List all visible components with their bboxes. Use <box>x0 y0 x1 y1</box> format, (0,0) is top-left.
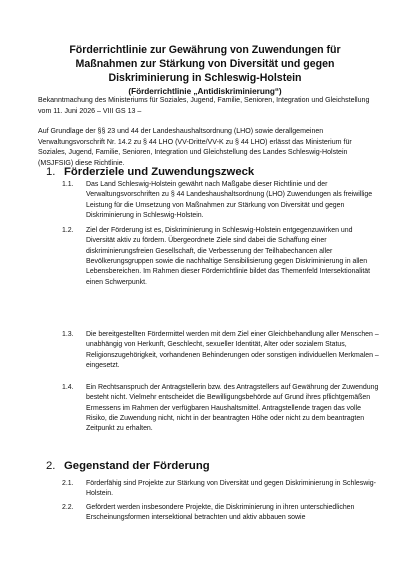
title-line-3: Diskriminierung in Schleswig-Holstein <box>108 72 302 85</box>
paragraph-2-1 <box>62 479 382 500</box>
section-heading-1 <box>46 165 366 179</box>
paragraph-number: 1.1. <box>62 181 74 188</box>
title-line-1: Förderrichtlinie zur Gewährung von Zuwendungen für <box>69 44 341 56</box>
announcement-text: Bekanntmachung des Ministeriums für Soziales, Jugend, Familie, Senioren, Integration und Gleichstellung vom 11. Juni 2026 – VIII GS 13 – <box>38 97 370 115</box>
document-title <box>40 43 370 97</box>
paragraph-number: 1.3. <box>62 331 74 338</box>
paragraph-1-3 <box>62 330 382 371</box>
paragraph-text: Das Land Schleswig-Holstein gewährt nach Maßgabe dieser Richtlinie und der Verwaltungsvorschriften zu § 44 Landeshaushaltsordnung (LHO) Zuwendungen als freiwillige Leistung für die Umsetzung von Maßnahmen zur Stärkung von Diversität und gegen Diskriminierung in Schleswig-Holstein. <box>86 181 373 220</box>
paragraph-number: 2.2. <box>62 504 74 511</box>
paragraph-1-4 <box>62 383 382 435</box>
legal-basis-text: Auf Grundlage der §§ 23 und 44 der Landeshaushaltsordnung (LHO) sowie derallgemeinen Verwaltungsvorschrift Nr. 14.2 zu § 44 LHO (VV-Dritte/VV-K zu § 44 LHO) erlässt das Ministerium für Soziales, Jugend, Familie, Senioren, Integration und Gleichstellung des Landes Schleswig-Holstein (MSJFSIG) diese Richtlinie. <box>38 128 352 167</box>
paragraph-number: 2.1. <box>62 480 74 487</box>
paragraph-number: 1.4. <box>62 384 74 391</box>
section-number: 2. <box>46 460 56 472</box>
title-line-2: Maßnahmen zur Stärkung von Diversität und gegen <box>75 58 335 71</box>
paragraph-number: 1.2. <box>62 227 74 234</box>
section-title: Förderziele und Zuwendungszweck <box>64 166 255 178</box>
document-subtitle: (Förderrichtlinie „Antidiskriminierung“) <box>128 86 282 96</box>
section-number: 1. <box>46 166 56 178</box>
paragraph-text: Die bereitgestellten Fördermittel werden mit dem Ziel einer Gleichbehandlung aller Menschen – unabhängig von Herkunft, Geschlecht, sexueller Identität, Alter oder sozialem Status, Religionszugehörigkeit, vorhandenen Behinderungen oder sonstigen individuellen Merkmalen – eingesetzt. <box>86 331 379 370</box>
section-title: Gegenstand der Förderung <box>64 460 210 472</box>
paragraph-1-2 <box>62 226 382 288</box>
paragraph-1-1 <box>62 180 382 221</box>
paragraph-text: Gefördert werden insbesondere Projekte, die Diskriminierung in ihren unterschiedlichen Erscheinungsformen intersektional betrachten und aktiv abbauen sowie <box>86 504 355 522</box>
paragraph-text: Förderfähig sind Projekte zur Stärkung von Diversität und gegen Diskriminierung in Schleswig-Holstein. <box>86 480 376 498</box>
section-heading-2 <box>46 459 366 473</box>
paragraph-text: Ziel der Förderung ist es, Diskriminierung in Schleswig-Holstein entgegenzuwirken und Diversität aktiv zu fördern. Übergeordnete Ziele sind dabei die Schaffung einer diskriminierungsfreien Gesellschaft, die Verbesserung der Teilhabechancen aller Bevölkerungsgruppen sowie die nachhaltige Sensibilisierung gegen Diskriminierung in allen Lebensbereichen. Im Rahmen dieser Förderrichtlinie bildet das Themenfeld Intersektionalität einen Schwerpunkt. <box>86 227 371 286</box>
paragraph-text: Ein Rechtsanspruch der Antragstellerin bzw. des Antragstellers auf Gewährung der Zuwendung besteht nicht. Vielmehr entscheidet die Bewilligungsbehörde auf Grund ihres pflichtgemäßen Ermessens im Rahmen der verfügbaren Haushaltsmittel. Antragstellende tragen das volle Risiko, die Zuwendung nicht, nicht in der beantragten Höhe oder nicht zu dem beantragten Zeitpunkt zu erhalten. <box>86 384 379 433</box>
paragraph-2-2 <box>62 503 382 524</box>
